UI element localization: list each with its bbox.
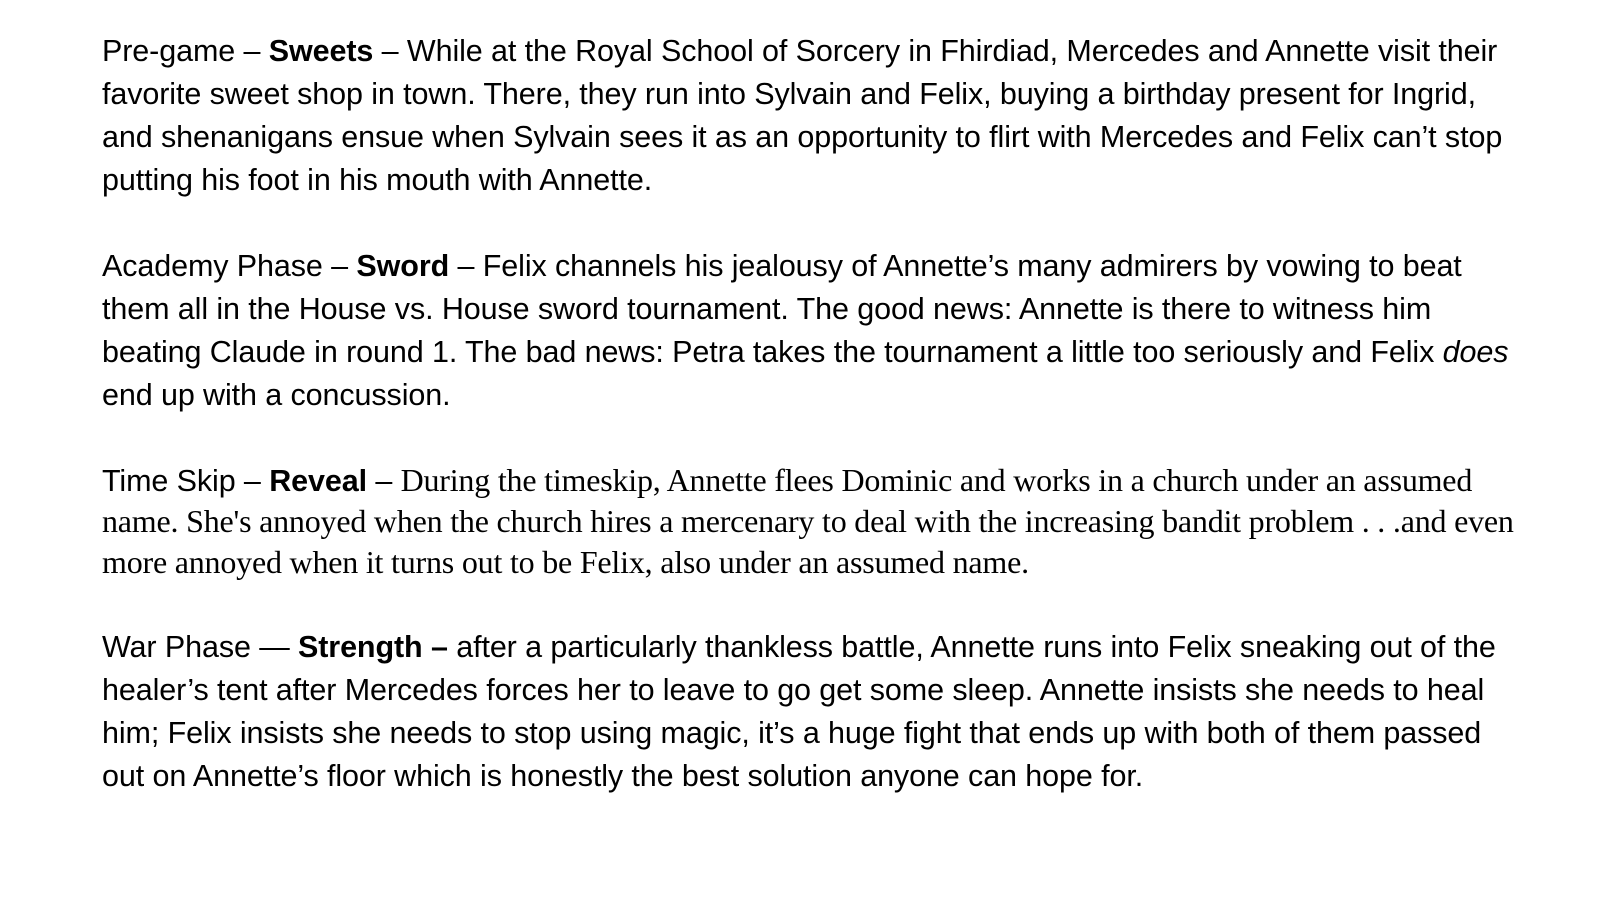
section-title: Sweets: [268, 34, 374, 68]
section-title: Reveal: [269, 464, 367, 498]
phase-label: Pre-game: [102, 34, 236, 68]
section-title: Strength –: [298, 630, 448, 664]
separator: –: [322, 249, 357, 283]
paragraph-body: While at the Royal School of Sorcery in Fhirdiad, Mercedes and Annette visit their favorite sweet shop in town. There, they run into Sylvain and Felix, buying a birthday present for Ingrid, and shenanigans ensue when Sylvain sees it as an opportunity to flirt with Mercedes and Felix can’t stop putting his foot in his mouth with Annette.: [102, 34, 1503, 197]
paragraph-sweets: [102, 30, 1522, 202]
separator: –: [449, 249, 483, 283]
separator: —: [250, 630, 298, 664]
separator: –: [366, 464, 401, 498]
separator: –: [235, 34, 269, 68]
paragraph-body: after a particularly thankless battle, Annette runs into Felix sneaking out of the healer’s tent after Mercedes forces her to leave to go get some sleep. Annette insists she needs to heal him; Felix insists she needs to stop using magic, it’s a huge fight that ends up with both of them passed out on Annette’s floor which is honestly the best solution anyone can hope for.: [102, 630, 1496, 793]
paragraph-strength: [102, 626, 1522, 798]
paragraph-reveal: [102, 460, 1522, 583]
paragraph-body: During the timeskip, Annette flees Dominic and works in a church under an assumed name. She's annoyed when the church hires a mercenary to deal with the increasing bandit problem . . .and even more annoyed when it turns out to be Felix, also under an assumed name.: [102, 462, 1514, 580]
paragraph-body-end: end up with a concussion.: [102, 378, 451, 412]
separator: –: [235, 464, 270, 498]
separator: [448, 630, 456, 664]
phase-label: War Phase: [102, 630, 251, 664]
document-page: [102, 30, 1522, 841]
paragraph-sword: [102, 245, 1522, 417]
section-title: Sword: [356, 249, 450, 283]
phase-label: Academy Phase: [102, 249, 323, 283]
paragraph-body: Felix channels his jealousy of Annette’s many admirers by vowing to beat them all in the House vs. House sword tournament. The good news: Annette is there to witness him beating Claude in round 1. The bad news: Petra takes the tournament a little too seriously and Felix: [102, 249, 1462, 369]
phase-label: Time Skip: [102, 464, 236, 498]
separator: –: [373, 34, 407, 68]
emphasis-text: does: [1442, 335, 1509, 369]
